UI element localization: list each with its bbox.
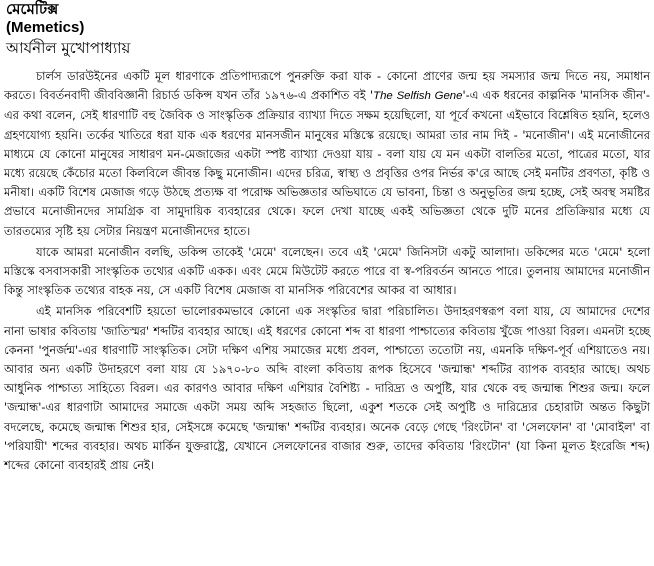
title-english: (Memetics) xyxy=(6,19,85,36)
paragraph-1-rest: '-এ এক ধরনের কাল্পনিক 'মানসিক জীন'-এর কথা বলেন, সেই ধারণাটি বহু জৈবিক ও সাংস্কৃতিক প্রক্রিয়ার ব্যাখ্যা দিতে সক্ষম হয়েছিলো, যা পূর্বে কখনো এইভাবে বিশ্লেষিত হয়নি, হলেও গ্রহণযোগ্য হয়নি। তর্কের খাতিরে ধরা যাক এক ধরণের মানসজীন মানুষের মস্তিস্কে রয়েছে। আমরা তার নাম দিই - 'মনোজীন'। এই মনোজীনের মাধ্যমে যে কোনো মানুষের সাধারণ মন-মেজাজের একটা স্পষ্ট ব্যাখ্যা দেওয়া যায় - বলা যায় যে মন একটা বালতির মতো, পাত্রের মতো, যার মধ্যে রয়েছে কেঁচোর মতো কিলবিলে জীবন্ত কিছু মনোজীন। এদের চরিত্র, স্বাস্থ্য ও প্রবৃত্তির ওপর নির্ভর ক'রে আছে সেই মনটির প্রবণতা, কৃষ্টি ও মনীষা। একটি বিশেষ মেজাজ গড়ে উঠছে প্রত্যক্ষ বা পরোক্ষ অভিজ্ঞতার অভিঘাতে যে ভাবনা, চিন্তা ও অনুভূতির জন্ম হচ্ছে, সেই অবস্থ সমষ্টির প্রভাবে মনোজীনদের সামগ্রিক বা সামুদায়িক ব্যবহারের থেকে। ফলে দেখা যাচ্ছে একই অভিজ্ঞতা থেকে দুটি মনের প্রতিক্রিয়ার মধ্যে যে তারতম্যের সৃষ্টি হয় সেটার নিয়ন্ত্রণ মনোজীনদের হাতে। xyxy=(4,88,650,238)
author-name: আর্যনীল মুখোপাধ্যায় xyxy=(6,39,131,57)
paragraph-3: এই মানসিক পরিবেশটি হয়তো ভালোরকমভাবে কোনো এক সংস্কৃতির দ্বারা পরিচালিত। উদাহরণস্বরূপ বলা যায়, যে আমাদের দেশের নানা ভাষার কবিতায় 'জাতিস্মর' শব্দটির ব্যবহার আছে। এই ধরণের কোনো শব্দ বা ধারণা পাশ্চাত্যের কবিতায় খুঁজে পাওয়া বিরল। এমনটা হচ্ছে কেননা 'পুনর্জন্ম'-এর ধারণাটি সাংস্কৃতিক। সেটা দক্ষিণ এশিয় সমাজের মধ্যে প্রবল, পাশ্চাত্যে ততোটা নয়, এমনকি দক্ষিণ-পূর্ব এশিয়াতেও নয়। আবার অন্য একটি উদাহরণে বলা যায় যে ১৯৭০-৮০ অব্দি বাংলা কবিতায় রূপক হিসেবে 'জন্মান্ধ' শব্দটির ব্যাপক ব্যবহার আছে। অথচ আধুনিক পাশ্চাত্য সাহিত্যে বিরল। এর কারণও আবার দক্ষিণ এশিয়ার বৈশিষ্ট্য - দারিদ্র্য ও অপুষ্টি, যার থেকে বহু জন্মান্ধ শিশুর জন্ম। ফলে 'জন্মান্ধ'-এর ধারণাটা আমাদের সমাজে একটা সময় অব্দি সহজাত ছিলো, একুশ শতকে সেই অপুষ্টি ও দারিদ্র্যের চেহারাটা অন্তত কিছুটা বদলেছে, কমেছে জন্মান্ধ শিশুর হার, সেইসঙ্গে কমেছে 'জন্মান্ধ' শব্দটির ব্যবহার। অনেক বেড়ে গেছে 'রিংটোন' বা 'সেলফোন' বা 'মোবাইল' বা 'পরিযায়ী' শব্দের ব্যবহার। অথচ মার্কিন যুক্তরাষ্ট্রে, যেখানে সেলফোনের বাজার শুরু, তাদের কবিতায় 'রিংটোন' (যা কিনা মূলত ইংরেজি শব্দ) শব্দের কোনো ব্যবহারই প্রায় নেই। xyxy=(4,304,650,473)
paragraph-1 xyxy=(4,67,650,241)
paragraph-1-lead: চার্লস ডারউইনের একটি মূল ধারণাকে প্রতিপাদ্যরূপে পুনরুক্তি করা যাক - কোনো প্রাণের জন্ম হয় সমস্যার জন্ম দিতে নয়, সমাধান করতে। বিবর্তনবাদী জীববিজ্ঞানী রিচার্ড ডকিন্স যখন তাঁর ১৯৭৬-এ প্রকাশিত বই ' xyxy=(4,69,650,103)
title-bengali: মেমেটিক্স xyxy=(6,0,59,18)
paragraph-2: যাকে আমরা মনোজীন বলছি, ডকিন্স তাকেই 'মেমে' বলেছেন। তবে এই 'মেমে' জিনিসটা একটু আলাদা। ডকিন্সের মতে 'মেমে' হলো মস্তিস্কে বসবাসকারী সাংস্কৃতিক তথ্যের একটি একক। এবং মেমে মিউটেট করতে পারে বা স্ব-পরিবর্তন আনতে পারে। তুলনায় আমাদের মনোজীন কিন্তু সাংস্কৃতিক তথ্যের বাহক নয়, সে একটি বিশেষ মেজাজ বা মানসিক পরিবেশের আকর বা আধার। xyxy=(4,244,650,298)
book-title: The Selfish Gene xyxy=(373,90,463,103)
